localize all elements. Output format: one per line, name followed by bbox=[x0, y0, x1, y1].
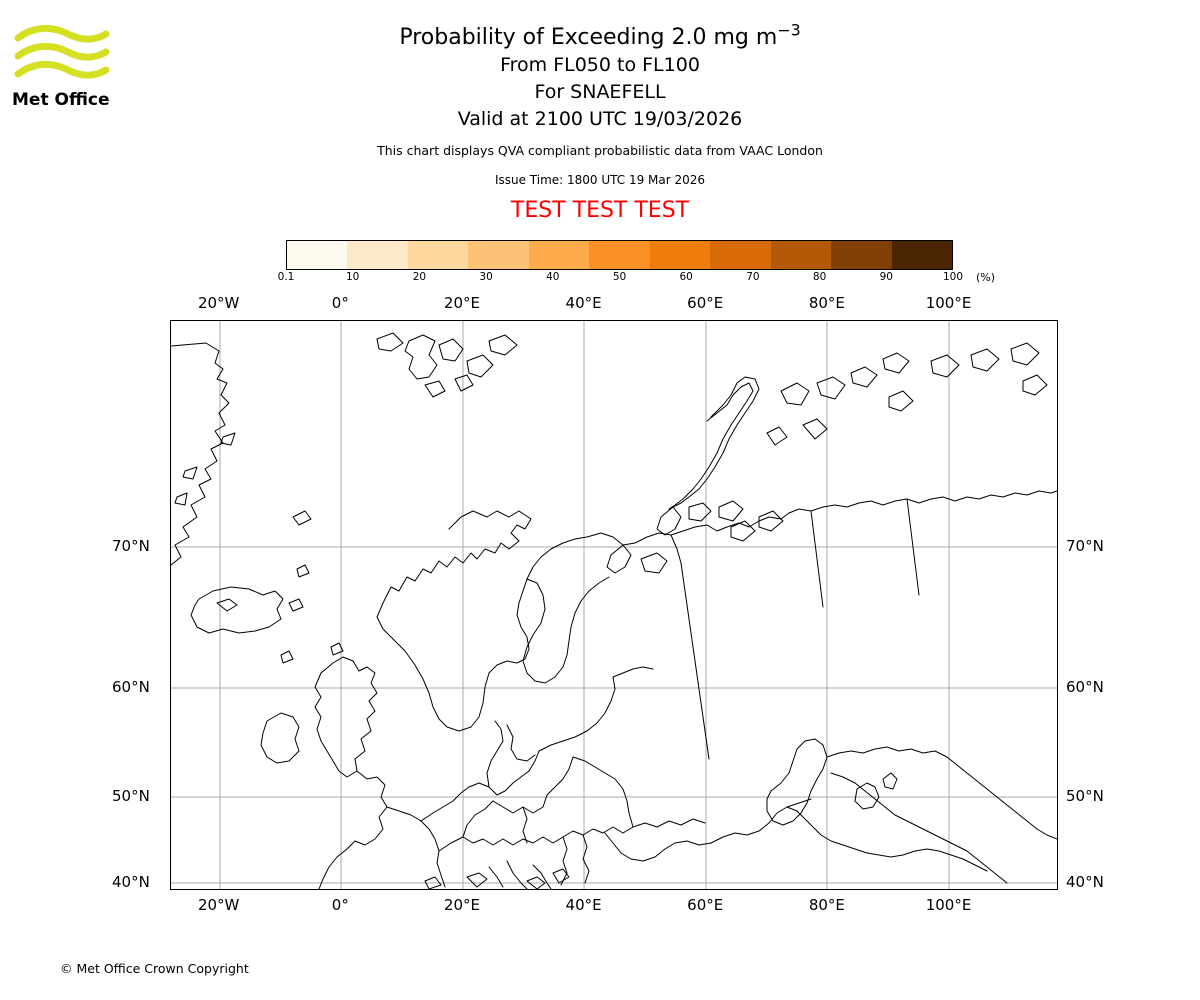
axis-tick-label-latitude-right: 50°N bbox=[1066, 787, 1104, 805]
subtitle-flight-levels: From FL050 to FL100 bbox=[500, 54, 700, 76]
axis-tick-label-longitude-bottom: 60°E bbox=[687, 896, 724, 914]
map-svg bbox=[171, 321, 1057, 889]
subtitle-valid-time: Valid at 2100 UTC 19/03/2026 bbox=[457, 108, 743, 130]
axis-tick-label-latitude-right: 60°N bbox=[1066, 678, 1104, 696]
axis-tick-label-longitude-top: 20°E bbox=[443, 294, 480, 312]
page-title-exponent: −3 bbox=[777, 20, 801, 40]
colorbar-unit-label: (%) bbox=[976, 271, 996, 284]
colorbar-tick-label: 100 bbox=[942, 271, 964, 283]
axis-tick-label-longitude-top: 100°E bbox=[925, 294, 972, 312]
subtitle-volcano: For SNAEFELL bbox=[534, 81, 666, 103]
axis-tick-label-longitude-top: 20°W bbox=[197, 294, 240, 312]
axis-tick-label-longitude-bottom: 40°E bbox=[565, 896, 602, 914]
issue-time: Issue Time: 1800 UTC 19 Mar 2026 bbox=[494, 173, 706, 187]
colorbar-tick-label: 30 bbox=[479, 271, 493, 283]
colorbar-tick-label: 40 bbox=[546, 271, 560, 283]
colorbar-segment bbox=[831, 241, 891, 269]
colorbar-gradient bbox=[286, 240, 953, 270]
axis-tick-label-latitude-left: 60°N bbox=[112, 678, 150, 696]
test-banner: TEST TEST TEST bbox=[510, 198, 690, 223]
axis-tick-label-longitude-bottom: 80°E bbox=[808, 896, 845, 914]
colorbar-tick-label: 0.1 bbox=[277, 271, 295, 283]
axis-tick-label-longitude-bottom: 20°W bbox=[197, 896, 240, 914]
colorbar-tick-label: 20 bbox=[412, 271, 427, 283]
colorbar-segment bbox=[771, 241, 831, 269]
map-coastlines bbox=[171, 333, 1057, 889]
colorbar-tick-label: 90 bbox=[879, 271, 893, 283]
colorbar bbox=[277, 240, 996, 284]
page-title bbox=[0, 20, 1200, 52]
axis-tick-label-latitude-left: 70°N bbox=[112, 537, 150, 555]
axis-tick-label-longitude-top: 80°E bbox=[808, 294, 845, 312]
map-canvas bbox=[170, 320, 1058, 890]
colorbar-segment bbox=[287, 241, 347, 269]
colorbar-tick-label: 60 bbox=[679, 271, 693, 283]
met-office-logo-text: Met Office bbox=[12, 90, 110, 110]
axis-tick-label-longitude-top: 60°E bbox=[687, 294, 724, 312]
colorbar-segment bbox=[468, 241, 528, 269]
colorbar-segment bbox=[589, 241, 649, 269]
axis-tick-label-longitude-bottom: 20°E bbox=[443, 896, 480, 914]
axis-tick-label-longitude-top: 0° bbox=[331, 294, 349, 312]
axis-tick-label-latitude-right: 70°N bbox=[1066, 537, 1104, 555]
colorbar-tick-labels bbox=[277, 271, 964, 287]
colorbar-tick-label: 50 bbox=[612, 271, 627, 283]
colorbar-segment bbox=[408, 241, 468, 269]
colorbar-segment bbox=[347, 241, 407, 269]
colorbar-segment bbox=[892, 241, 952, 269]
axis-tick-label-latitude-left: 50°N bbox=[112, 787, 150, 805]
axis-tick-label-latitude-left: 40°N bbox=[112, 873, 150, 891]
axis-tick-label-longitude-bottom: 100°E bbox=[925, 896, 972, 914]
colorbar-tick-label: 10 bbox=[346, 271, 360, 283]
map-gridlines bbox=[171, 321, 1057, 889]
title-block bbox=[0, 20, 1200, 224]
colorbar-tick-label: 70 bbox=[746, 271, 760, 283]
colorbar-tick-label: 80 bbox=[812, 271, 827, 283]
axis-tick-label-longitude-bottom: 0° bbox=[331, 896, 349, 914]
qva-note: This chart displays QVA compliant probabilistic data from VAAC London bbox=[377, 143, 823, 158]
copyright-text: © Met Office Crown Copyright bbox=[60, 961, 249, 976]
colorbar-segment bbox=[710, 241, 770, 269]
axis-tick-label-longitude-top: 40°E bbox=[565, 294, 602, 312]
axis-tick-label-latitude-right: 40°N bbox=[1066, 873, 1104, 891]
colorbar-segment bbox=[650, 241, 710, 269]
colorbar-segment bbox=[529, 241, 589, 269]
page-title-text: Probability of Exceeding 2.0 mg m bbox=[399, 25, 778, 50]
